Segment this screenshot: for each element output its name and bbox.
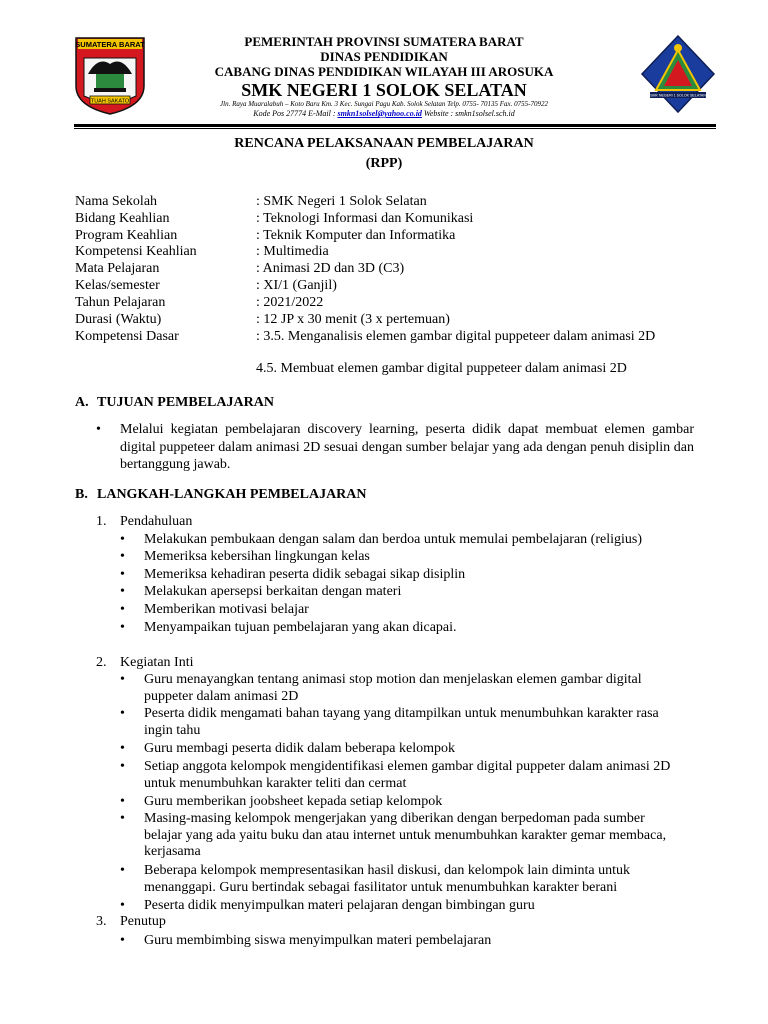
identity-value: : XI/1 (Ganjil) — [256, 278, 337, 293]
list-item-text: Guru membagi peserta didik dalam beberapa kelompok — [144, 741, 456, 756]
step-title: Penutup — [120, 914, 166, 929]
identity-value: : SMK Negeri 1 Solok Selatan — [256, 194, 427, 209]
step-title: Pendahuluan — [120, 514, 193, 529]
list-item — [120, 741, 684, 758]
identity-label: Kompetensi Keahlian — [75, 244, 197, 259]
identity-label: Program Keahlian — [75, 228, 178, 243]
list-item — [120, 811, 684, 861]
logo-right-text: SMK NEGERI 1 SOLOK SELATAN — [650, 93, 706, 98]
identity-label: Durasi (Waktu) — [75, 312, 162, 327]
list-item — [120, 584, 704, 601]
header-school-name: SMK NEGERI 1 SOLOK SELATAN — [241, 80, 527, 100]
list-item-text: Memeriksa kebersihan lingkungan kelas — [144, 549, 370, 564]
contact-website: Website : smkn1solsel.sch.id — [421, 109, 515, 118]
header-branch: CABANG DINAS PENDIDIKAN WILAYAH III AROSUKA — [214, 64, 554, 79]
email-link[interactable]: smkn1solsel@yahoo.co.id — [337, 109, 422, 118]
list-item-text: Peserta didik mengamati bahan tayang yang ditampilkan untuk menumbuhkan karakter rasa ingin tahu — [144, 706, 659, 738]
kd-value-4-5: 4.5. Membuat elemen gambar digital puppeteer dalam animasi 2D — [256, 361, 627, 376]
bullet-icon: • — [120, 567, 125, 582]
identity-label: Tahun Pelajaran — [75, 295, 166, 310]
list-item-text: Melakukan pembukaan dengan salam dan berdoa untuk memulai pembelajaran (religius) — [144, 532, 642, 547]
list-item — [120, 794, 684, 811]
list-item-text: Guru membimbing siswa menyimpulkan materi pembelajaran — [144, 933, 492, 948]
bullet-icon: • — [96, 422, 101, 437]
list-item — [120, 898, 684, 915]
step-heading — [96, 514, 192, 530]
step-number: 1. — [96, 514, 107, 529]
identity-value: : Multimedia — [256, 244, 329, 259]
list-item-text: Guru menayangkan tentang animasi stop motion dan menjelaskan elemen gambar digital puppeter dalam animasi 2D — [144, 672, 642, 704]
logo-left-top-text: SUMATERA BARAT — [75, 40, 145, 49]
list-item — [120, 532, 704, 549]
kd-label: Kompetensi Dasar — [75, 329, 179, 344]
identity-value: : Teknologi Informasi dan Komunikasi — [256, 211, 474, 226]
identity-value: : Teknik Komputer dan Informatika — [256, 228, 456, 243]
identity-label: Kelas/semester — [75, 278, 160, 293]
list-item-text: Masing-masing kelompok mengerjakan yang diberikan dengan berpedoman pada sumber belajar yang ada yaitu buku dan atau internet untuk menumbuhkan karakter gemar membaca, kerjasama — [144, 811, 667, 859]
list-item-text: Memeriksa kehadiran peserta didik sebagai sikap disiplin — [144, 567, 466, 582]
step-heading — [96, 914, 166, 930]
bullet-icon: • — [120, 759, 125, 774]
document-subtitle: (RPP) — [365, 156, 403, 171]
identity-value: : 12 JP x 30 menit (3 x pertemuan) — [256, 312, 450, 327]
identity-label: Nama Sekolah — [75, 194, 158, 209]
section-letter: B. — [75, 487, 88, 502]
header-department: DINAS PENDIDIKAN — [320, 49, 448, 64]
header-contact — [0, 109, 768, 118]
bullet-icon: • — [120, 898, 125, 913]
list-item — [120, 706, 684, 739]
section-letter: A. — [75, 395, 89, 410]
list-item — [120, 863, 684, 896]
bullet-icon: • — [120, 933, 125, 948]
list-item-text: Memberikan motivasi belajar — [144, 602, 309, 617]
step-number: 2. — [96, 655, 107, 670]
list-item — [120, 549, 704, 566]
list-item-text: Setiap anggota kelompok mengidentifikasi elemen gambar digital puppeter dalam animasi 2D untuk menumbuhkan karakter teliti dan cermat — [144, 759, 671, 791]
identity-value: : 2021/2022 — [256, 295, 324, 310]
section-title: TUJUAN PEMBELAJARAN — [97, 395, 274, 410]
bullet-icon: • — [120, 584, 125, 599]
logo-left-bottom-text: TUAH SAKATO — [90, 98, 130, 105]
header-divider-thick — [74, 124, 716, 127]
bullet-icon: • — [120, 620, 125, 635]
list-item — [120, 620, 704, 637]
step-title: Kegiatan Inti — [120, 655, 194, 670]
objective-bullet — [96, 421, 694, 474]
list-item-text: Melakukan apersepsi berkaitan dengan materi — [144, 584, 402, 599]
section-b-heading — [75, 487, 367, 503]
kd-value-3-5: : 3.5. Menganalisis elemen gambar digital puppeteer dalam animasi 2D — [256, 329, 656, 344]
bullet-icon: • — [120, 549, 125, 564]
list-item — [120, 933, 684, 950]
contact-prefix: Kode Pos 27774 E-Mail : — [253, 109, 338, 118]
step-number: 3. — [96, 914, 107, 929]
identity-value: : Animasi 2D dan 3D (C3) — [256, 261, 405, 276]
identity-label: Bidang Keahlian — [75, 211, 170, 226]
bullet-icon: • — [120, 741, 125, 756]
list-item — [120, 602, 704, 619]
identity-label: Mata Pelajaran — [75, 261, 160, 276]
header-divider-thin — [74, 128, 716, 129]
document-title: RENCANA PELAKSANAAN PEMBELAJARAN — [234, 136, 534, 151]
section-title: LANGKAH-LANGKAH PEMBELAJARAN — [97, 487, 367, 502]
list-item — [120, 759, 684, 792]
bullet-icon: • — [120, 794, 125, 809]
list-item — [120, 672, 684, 705]
bullet-icon: • — [120, 706, 125, 721]
list-item-text: Beberapa kelompok mempresentasikan hasil diskusi, dan kelompok lain diminta untuk menanggapi. Guru bertindak sebagai fasilitator untuk menumbuhkan karakter berani — [144, 863, 631, 895]
list-item-text: Menyampaikan tujuan pembelajaran yang akan dicapai. — [144, 620, 457, 635]
bullet-icon: • — [120, 863, 125, 878]
step-heading — [96, 655, 193, 671]
objective-text: Melalui kegiatan pembelajaran discovery learning, peserta didik dapat membuat elemen gambar digital puppeteer dalam animasi 2D sesuai dengan sumber belajar yang ada dengan penuh disiplin dan bertanggung jawab. — [120, 422, 694, 472]
list-item — [120, 567, 704, 584]
list-item-text: Guru memberikan joobsheet kepada setiap kelompok — [144, 794, 443, 809]
header-government: PEMERINTAH PROVINSI SUMATERA BARAT — [244, 34, 524, 49]
bullet-icon: • — [120, 672, 125, 687]
bullet-icon: • — [120, 811, 125, 826]
section-a-heading — [75, 395, 274, 411]
bullet-icon: • — [120, 602, 125, 617]
bullet-icon: • — [120, 532, 125, 547]
list-item-text: Peserta didik menyimpulkan materi pelajaran dengan bimbingan guru — [144, 898, 535, 913]
header-address: Jln. Raya Muaralabuh – Koto Baru Km. 3 Kec. Sungai Pagu Kab. Solok Selatan Telp. 0755- 70135 Fax. 0755-70922 — [220, 100, 548, 108]
